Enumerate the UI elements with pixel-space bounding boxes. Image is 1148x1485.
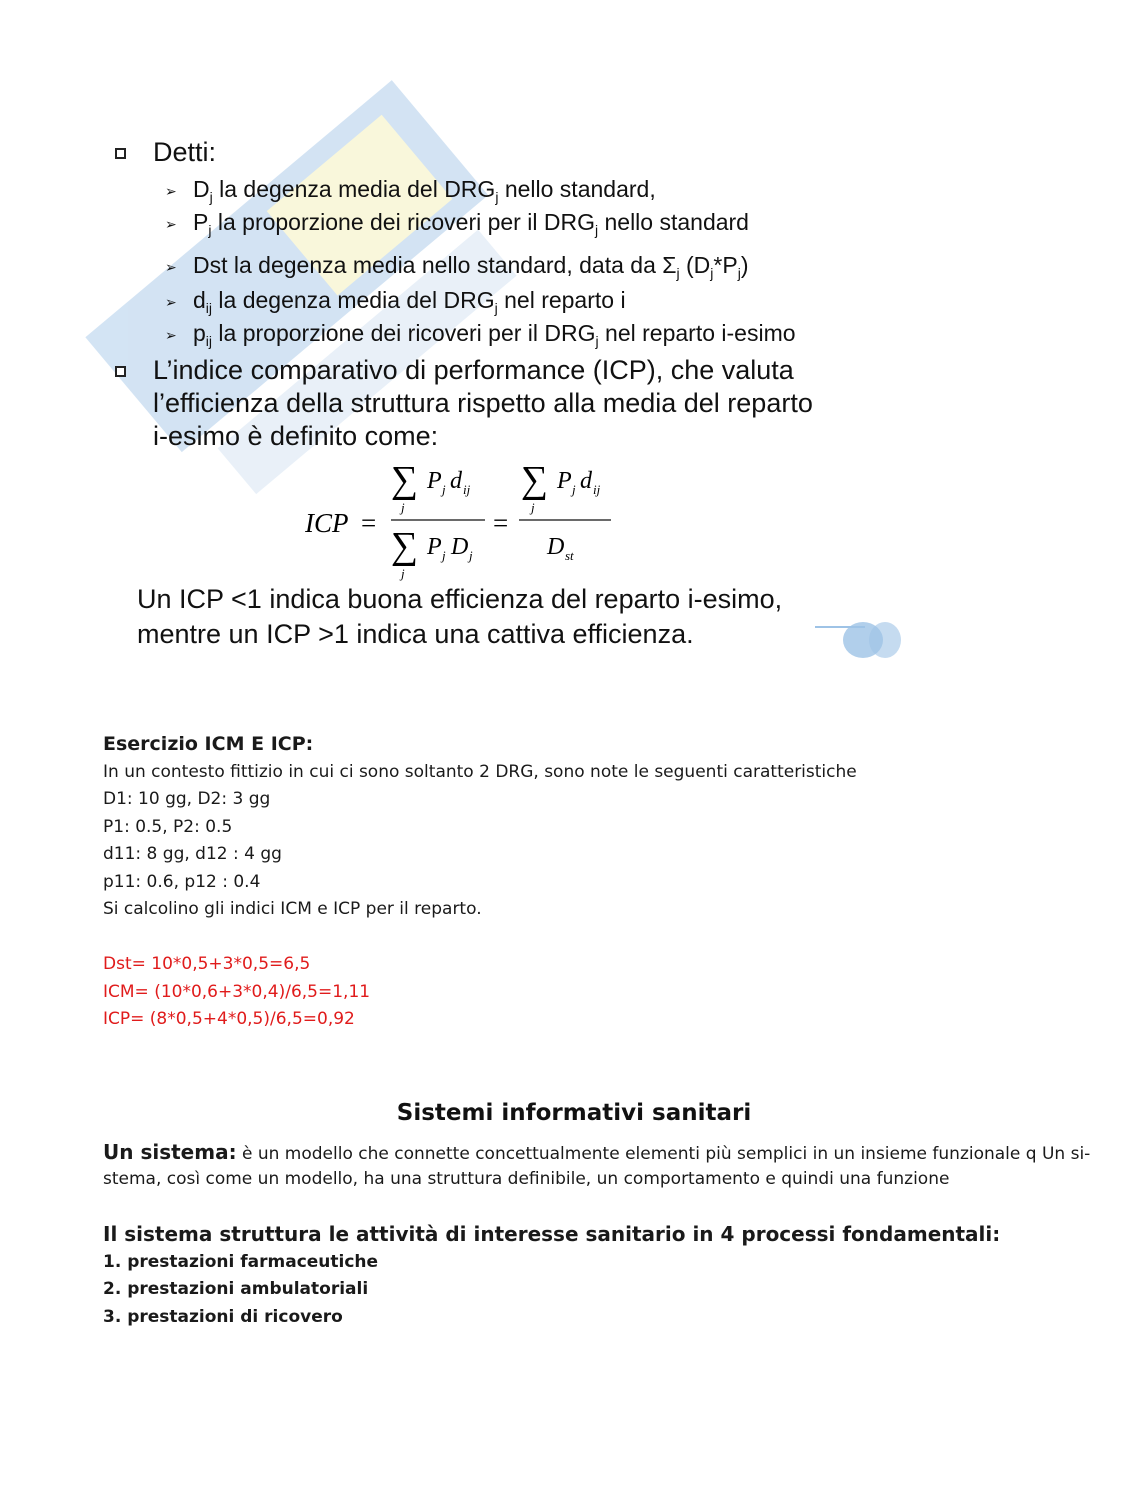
exercise-title: Esercizio ICM E ICP: — [103, 733, 314, 755]
definition-text: è un modello che connette concettualmente elementi più semplici in un insieme funzionale q Un si- — [236, 1144, 1091, 1164]
section-title: Sistemi informativi sanitari — [396, 1100, 752, 1126]
svg-text:ij: ij — [463, 482, 471, 497]
svg-text:j: j — [442, 548, 446, 563]
svg-text:D: D — [547, 534, 565, 560]
solution-line: Dst= 10*0,5+3*0,5=6,5 — [103, 954, 311, 974]
system-definition — [103, 1140, 1090, 1164]
sum-index: j — [531, 500, 535, 515]
formula-equals: = — [361, 508, 377, 538]
formula-equals: = — [493, 508, 509, 538]
solution-line: ICP= (8*0,5+4*0,5)/6,5=0,92 — [103, 1009, 355, 1029]
process-item: 1. prestazioni farmaceutiche — [103, 1252, 379, 1272]
arrow-bullet-icon: ➢ — [165, 259, 177, 275]
svg-text:j: j — [469, 548, 473, 563]
arrow-bullet-icon: ➢ — [165, 294, 177, 310]
sum-symbol: ∑ — [391, 525, 419, 567]
sum-symbol: ∑ — [391, 459, 419, 501]
arrow-bullet-icon: ➢ — [165, 327, 177, 343]
svg-text:P: P — [427, 534, 442, 560]
conclusion-line: mentre un ICP >1 indica una cattiva efficienza. — [137, 619, 694, 649]
processes-title: Il sistema struttura le attività di interesse sanitario in 4 processi fondamentali: — [103, 1222, 1001, 1246]
exercise-data-line: d11: 8 gg, d12 : 4 gg — [103, 844, 282, 864]
exercise-data-line: P1: 0.5, P2: 0.5 — [103, 817, 233, 837]
solution-line: ICM= (10*0,6+3*0,4)/6,5=1,11 — [103, 982, 371, 1002]
exercise-data-line: D1: 10 gg, D2: 3 gg — [103, 789, 271, 809]
conclusion-line: Un ICP <1 indica buona efficienza del reparto i-esimo, — [137, 584, 783, 614]
sum-index: j — [401, 500, 405, 515]
svg-text:P: P — [557, 468, 572, 494]
svg-text:D: D — [451, 534, 469, 560]
definition-label: Un sistema: — [103, 1140, 237, 1164]
detti-label: Detti: — [153, 137, 217, 167]
exercise-question: Si calcolino gli indici ICM e ICP per il reparto. — [103, 899, 482, 919]
sum-index: j — [401, 566, 405, 581]
svg-text:d: d — [580, 468, 592, 494]
process-item: 3. prestazioni di ricovero — [103, 1307, 343, 1327]
exercise-data-line: p11: 0.6, p12 : 0.4 — [103, 872, 261, 892]
definition-text-continued: stema, così come un modello, ha una struttura definibile, un comportamento e quindi una funzione — [103, 1169, 950, 1189]
square-bullet-icon — [115, 148, 126, 159]
formula-lhs: ICP — [305, 508, 349, 538]
process-item: 2. prestazioni ambulatoriali — [103, 1279, 369, 1299]
svg-text:P: P — [427, 468, 442, 494]
square-bullet-icon — [115, 366, 126, 377]
arrow-bullet-icon: ➢ — [165, 216, 177, 232]
arrow-bullet-icon: ➢ — [165, 183, 177, 199]
exercise-intro: In un contesto fittizio in cui ci sono soltanto 2 DRG, sono note le seguenti caratteristiche — [103, 762, 857, 782]
svg-text:j: j — [572, 482, 576, 497]
svg-text:d: d — [450, 468, 462, 494]
sum-symbol: ∑ — [521, 459, 549, 501]
icp-formula — [305, 450, 635, 600]
svg-text:st: st — [565, 548, 574, 563]
svg-text:ij: ij — [593, 482, 601, 497]
svg-text:j: j — [442, 482, 446, 497]
slide-logo-icon — [815, 615, 905, 665]
